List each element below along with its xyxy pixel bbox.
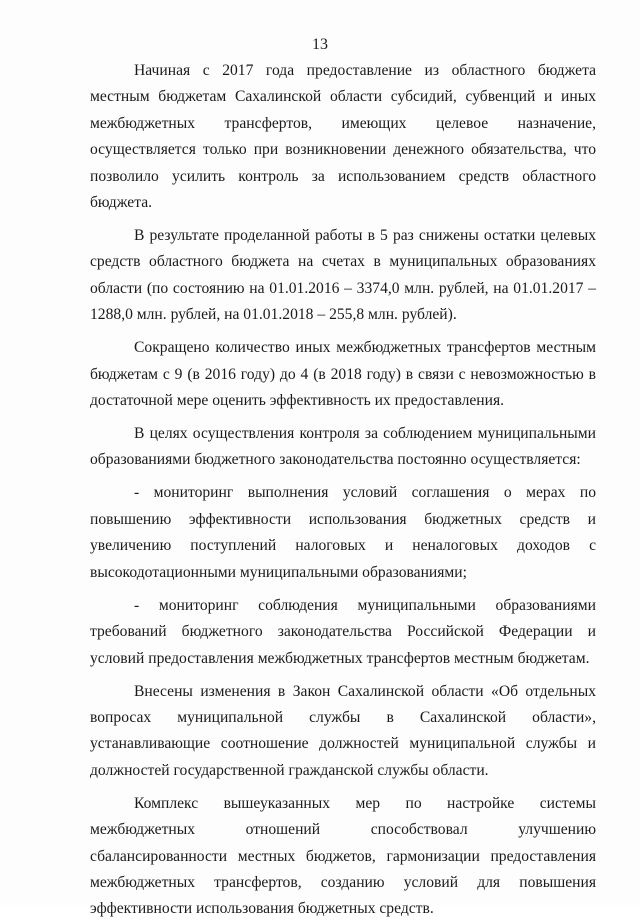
paragraph-balances-reduced: В результате проделанной работы в 5 раз снижены остатки целевых средств областного бюджета на счетах в муниципальных образованиях области (по состоянию на 01.01.2016 – 3374,0 млн. рублей, на 01.01.2017 – 1288,0 млн. рублей, на 01.01.2018 – 255,8 млн. рублей). bbox=[90, 227, 596, 324]
paragraph-control-intro: В целях осуществления контроля за соблюдением муниципальными образованиями бюджетного законодательства постоянно осуществляется: bbox=[90, 425, 596, 469]
paragraph-targeted-transfers: Начиная с 2017 года предоставление из областного бюджета местным бюджетам Сахалинской области субсидий, субвенций и иных межбюджетных трансфертов, имеющих целевое назначение, осуществляется только при возникновении денежного обязательства, что позволило усилить контроль за использованием средств областного бюджета. bbox=[90, 62, 596, 212]
paragraph-conclusion: Комплекс вышеуказанных мер по настройке системы межбюджетных отношений способствовал улучшению сбалансированности местных бюджетов, гармонизации предоставления межбюджетных трансфертов, созданию условий для повышения эффективности использования бюджетных средств. bbox=[90, 794, 596, 918]
list-item-monitoring-agreement: - мониторинг выполнения условий соглашения о мерах по повышению эффективности использования бюджетных средств и увеличению поступлений налоговых и неналоговых доходов с высокодотационными муниципальными образованиями; bbox=[90, 484, 596, 581]
document-body bbox=[90, 58, 596, 923]
paragraph-transfers-count: Сокращено количество иных межбюджетных трансфертов местным бюджетам с 9 (в 2016 году) до 4 (в 2018 году) в связи с невозможностью в достаточной мере оценить эффективность их предоставления. bbox=[90, 339, 596, 410]
list-item-monitoring-legislation: - мониторинг соблюдения муниципальными образованиями требований бюджетного законодательства Российской Федерации и условий предоставления межбюджетных трансфертов местным бюджетам. bbox=[90, 596, 596, 667]
page-number: 13 bbox=[312, 36, 328, 53]
paragraph-law-amendments: Внесены изменения в Закон Сахалинской области «Об отдельных вопросах муниципальной службы в Сахалинской области», устанавливающие соотношение должностей муниципальной службы и должностей государственной гражданской службы области. bbox=[90, 682, 596, 779]
